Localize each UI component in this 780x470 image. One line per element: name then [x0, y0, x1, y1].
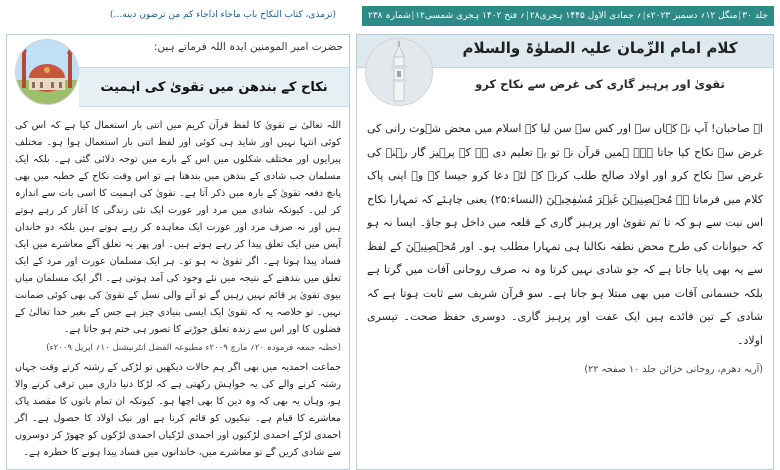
minaret-icon	[365, 38, 433, 106]
right-citation: (آریہ دھرم، روحانی خزائن جلد ۱۰ صفحہ ۲۲)	[584, 364, 763, 375]
issue-number: شمارہ ۲۳۸	[368, 11, 411, 21]
left-subheading: حضرت امیر المومنین ایدہ اللہ فرماتے ہیں:	[153, 41, 343, 53]
gregorian-date: منگل ۱۲؍ دسمبر ۲۰۲۳ء	[646, 11, 738, 21]
dateline-separator: |	[642, 11, 646, 21]
dateline-bar	[362, 6, 774, 26]
left-column-header	[7, 35, 349, 111]
right-article-body	[367, 117, 763, 469]
left-article-body	[15, 117, 341, 469]
right-article-subtitle: تقویٰ اور پرہیز گاری کی غرض سے نکاح کرو	[475, 77, 725, 91]
left-paragraph-2: جماعت احمدیہ میں بھی اگر ہم حالات دیکھیں تو لڑکی کے رشتہ کرتے وقت جہاں رشتہ کرنے والے کی یہ خواہش رکھتی ہے کہ لڑکا دنیا داری میں ترقی کرنے والا ہو، وہاں یہ بھی کہ وہ دین کا بھی اچھا ہو۔ کیونکہ ان تمام باتوں کا مقصد پاک معاشرے کا قیام ہے۔ نیکیوں کو قائم کرنا ہے اور نیک اولاد کا حصول ہے۔ اگر احمدی لڑکے احمدی لڑکیوں اور احمدی لڑکیاں احمدی لڑکوں کو چھوڑ کر دوسروں سے شادی کریں گے تو معاشرے میں، خاندانوں میں فساد پیدا ہونے کا خطرہ ہے۔	[15, 362, 341, 458]
dateline-separator: |	[526, 11, 530, 21]
top-strip	[6, 6, 774, 28]
dateline-separator: |	[738, 11, 742, 21]
left-column	[6, 34, 350, 470]
mosque-domes-icon	[15, 39, 79, 105]
left-article-title: نکاح کے بندھن میں تقویٰ کی اہمیت	[79, 67, 349, 107]
hadith-reference: (ترمذی، کتاب النکاح باب ماجاء اذاجاء کم من ترضون دینه…)	[109, 10, 336, 20]
right-column-header	[357, 35, 773, 111]
left-paragraph-1: اللہ تعالیٰ نے تقویٰ کا لفظ قرآن کریم میں اتنی بار استعمال کیا ہے کہ اس کی کوئی انتہا نہیں اور شاید ہی کوئی اور لفظ اتنی بار استعمال ہوا ہو۔ مختلف پیرایوں اور مختلف شکلوں میں اس کے بارے میں توجہ دلائی گئی ہے۔ بلکہ ایک مسلمان جب شادی کے بندھن میں بندھتا ہے تو اس وقت نکاح کے خطبہ میں بھی پانچ دفعہ تقویٰ کے بارہ میں ذکر آتا ہے۔ تقویٰ کی اہمیت کا اسی بات سے اندازہ کر لیں۔ کیونکہ شادی میں مرد اور عورت ایک نئی زندگی کا آغاز کر رہے ہوتے ہیں اور نہ صرف مرد اور عورت ایک معاہدہ کر رہے ہوتے ہیں بلکہ دو خاندان آپس میں ایک تعلق پیدا کر رہے ہوتے ہیں۔ اور پھر یہ تعلق آگے معاشرے میں ایک فساد پیدا ہوتا ہے۔ اگر تقویٰ نہ ہو تو۔ ہر ایک مسلمان عورت اور مرد کے ایک تعلق میں بندھنے کے نتیجہ میں نئے وجود کی آمد ہوتی ہے۔ اگر ایک مسلمان میاں بیوی تقویٰ پر قائم نہیں رہیں گے تو آنے والی نسل کے تقویٰ کی بھی کوئی ضمانت نہیں۔ تو خلاصہ یہ کہ تقویٰ ایک ایسی بنیادی چیز ہے جس کے بغیر خدا تعالیٰ کے فضلوں کا اور اس سے زندہ تعلق جوڑنے کا تصور ہی ختم ہو جاتا ہے۔	[15, 120, 341, 335]
right-paragraph-1: اے صاحبان! آپ نے کہاں سے اور کس سے سن لیا کہ اسلام میں محض شہوت رانی کی غرض سے نکاح کیا جاتا ہے۔ ہمیں قرآن نے تو یہ تعلیم دی ہے کہ پرہیز گار رہنے کی غرض سے نکاح کرو اور اولاد صالح طلب کرنے کے لئے دعا کرو جیسا کہ وہ اپنی پاک کلام میں فرماتا ہے مُحۡصِنِیۡنَ غَیۡرَ مُسٰفِحِیۡنَ (النساء:۲۵) یعنی چاہئے کہ تمہارا نکاح اس نیت سے ہو کہ تا تم تقویٰ اور پرہیز گاری کے قلعہ میں داخل ہو جاؤ۔ ایسا نہ ہو کہ حیوانات کی طرح محض نطفہ نکالنا ہی تمہارا مطلب ہو۔ اور مُحۡصِنِیۡنَ کے لفظ سے یہ بھی پایا جاتا ہے کہ جو شادی نہیں کرتا وہ نہ صرف روحانی آفات میں گرتا ہے بلکہ جسمانی آفات میں بھی مبتلا ہو جاتا ہے۔ سو قرآن شریف سے ثابت ہوتا ہے کہ شادی کے تین فائدے ہیں ایک عفت اور پرہیز گاری۔ دوسری حفظ صحت۔ تیسری اولاد۔	[367, 122, 763, 347]
right-column	[356, 34, 774, 470]
hijri-qamari-date: ۲۸؍ جمادی الاول ۱۴۴۵ ہجری	[529, 11, 642, 21]
left-citation: (خطبہ جمعہ فرمودہ ۲۰؍ مارچ ۲۰۰۹ء مطبوعہ الفضل انٹرنیشنل ۱۰؍ اپریل ۲۰۰۹ء)	[46, 343, 341, 353]
right-article-title: کلام امام الزّمان علیہ الصلوٰۃ والسلام	[462, 39, 738, 57]
hijri-shamsi-date: ۱۲؍ فتح ۱۴۰۲ ہجری شمسی	[415, 11, 526, 21]
volume-number: جلد ۳۰	[742, 11, 768, 21]
dateline-separator: |	[411, 11, 415, 21]
